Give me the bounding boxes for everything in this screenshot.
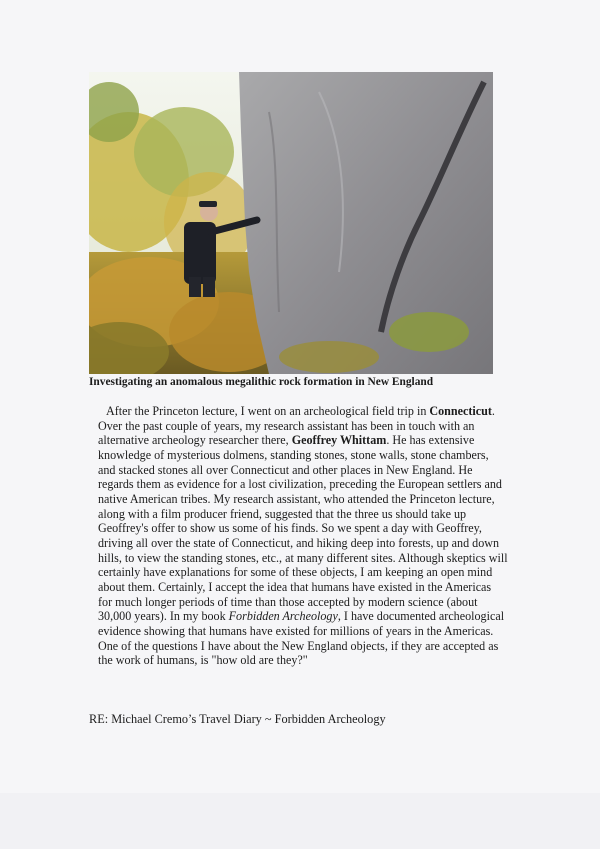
article-body bbox=[98, 404, 508, 668]
photo-boulder-man bbox=[89, 72, 493, 374]
text-run: After the Princeton lecture, I went on an archeological field trip in bbox=[106, 404, 430, 418]
book-title: Forbidden Archeology bbox=[228, 609, 338, 624]
text-run: , I have documented archeological evidence showing that humans have existed for millions of years in the Americas. One of the questions I have about the New England objects, if they are accepted as the work of humans, is "how old are they?" bbox=[98, 609, 505, 668]
article-paragraph bbox=[98, 404, 508, 668]
photo-illustration bbox=[89, 72, 493, 374]
page-bottom-band bbox=[0, 793, 600, 849]
bold-place: Connecticut bbox=[429, 404, 492, 418]
photo-caption: Investigating an anomalous megalithic rock formation in New England bbox=[89, 376, 434, 388]
text-run: . He has extensive knowledge of mysterious dolmens, standing stones, stone walls, stone chambers, and stacked stones all over Connecticut and other places in New England. He regards them as evidence for a lost civilization, preceding the European settlers and native American tribes. My research assistant, who attended the Princeton lecture, along with a film producer friend, suggested that the three us should take up Geoffrey's offer to show us some of his finds. So we spent a day with Geoffrey, driving all over the state of Connecticut, and hiking deep into forests, up and down hills, to view the standing stones, etc., at many different sites. Although skeptics will certainly have explanations for some of these objects, I am keeping an open mind about them. Certainly, I accept the idea that humans have existed in the Americas for much longer periods of time than those accepted by modern science (about 30,000 years). In my book bbox=[98, 433, 508, 624]
footer-source: RE: Michael Cremo’s Travel Diary ~ Forbidden Archeology bbox=[89, 712, 386, 726]
text-run: . Over the past couple of years, my research assistant has been in touch with an alternative archeology researcher there, bbox=[98, 404, 495, 448]
bold-name: Geoffrey Whittam bbox=[291, 433, 387, 448]
